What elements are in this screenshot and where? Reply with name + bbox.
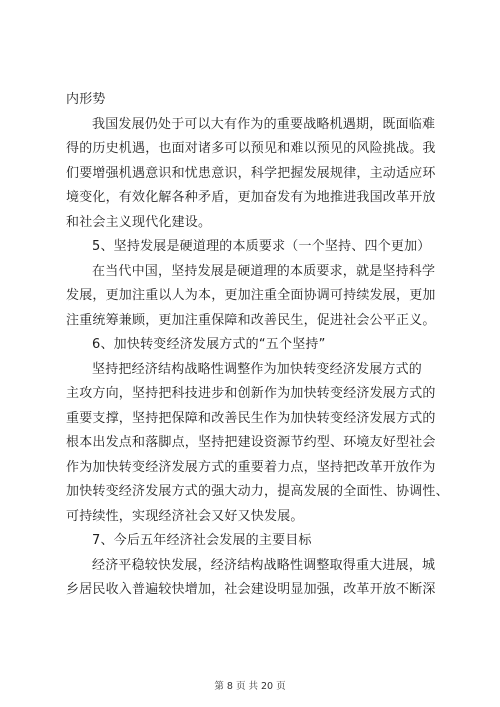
text-line: 重要支撑，坚持把保障和改善民生作为加快转变经济发展方式的 [66, 410, 436, 426]
text-line: 可持续性，实现经济社会又好又快发展。 [66, 508, 304, 524]
text-line: 得的历史机遇，也面对诸多可以预见和难以预见的风险挑战。我 [66, 141, 436, 156]
text-line: 作为加快转变经济发展方式的重要着力点，坚持把改革开放作为 [66, 459, 436, 475]
text-line: 5、坚持发展是硬道理的本质要求（一个坚持、四个更加） [92, 239, 431, 254]
text-line: 们要增强机遇意识和忧患意识，科学把握发展规律，主动适应环 [66, 165, 436, 181]
text-line: 发展，更加注重以人为本，更加注重全面协调可持续发展，更加 [66, 288, 436, 303]
text-line: 乡居民收入普遍较快增加，社会建设明显加强，改革开放不断深 [66, 582, 436, 597]
text-line: 注重统筹兼顾，更加注重保障和改善民生，促进社会公平正义。 [66, 312, 436, 328]
text-line: 根本出发点和落脚点，坚持把建设资源节约型、环境友好型社会 [66, 435, 436, 450]
text-line: 经济平稳较快发展，经济结构战略性调整取得重大进展，城 [92, 557, 436, 573]
text-line: 7、今后五年经济社会发展的主要目标 [92, 533, 312, 548]
text-line: 主攻方向，坚持把科技进步和创新作为加快转变经济发展方式的 [66, 386, 436, 401]
text-line: 和社会主义现代化建设。 [66, 214, 212, 230]
text-line: 加快转变经济发展方式的强大动力，提高发展的全面性、协调性、 [66, 484, 449, 499]
text-line: 在当代中国，坚持发展是硬道理的本质要求，就是坚持科学 [92, 263, 436, 279]
document-body [66, 88, 449, 603]
text-line: 坚持把经济结构战略性调整作为加快转变经济发展方式的 [92, 361, 423, 377]
text-line: 内形势 [66, 92, 106, 107]
text-line: 我国发展仍处于可以大有作为的重要战略机遇期，既面临难 [92, 116, 436, 132]
text-line: 6、加快转变经济发展方式的“五个坚持” [92, 337, 326, 352]
page-footer: 第 8 页 共 20 页 [214, 681, 286, 692]
text-line: 境变化，有效化解各种矛盾，更加奋发有为地推进我国改革开放 [66, 190, 436, 205]
